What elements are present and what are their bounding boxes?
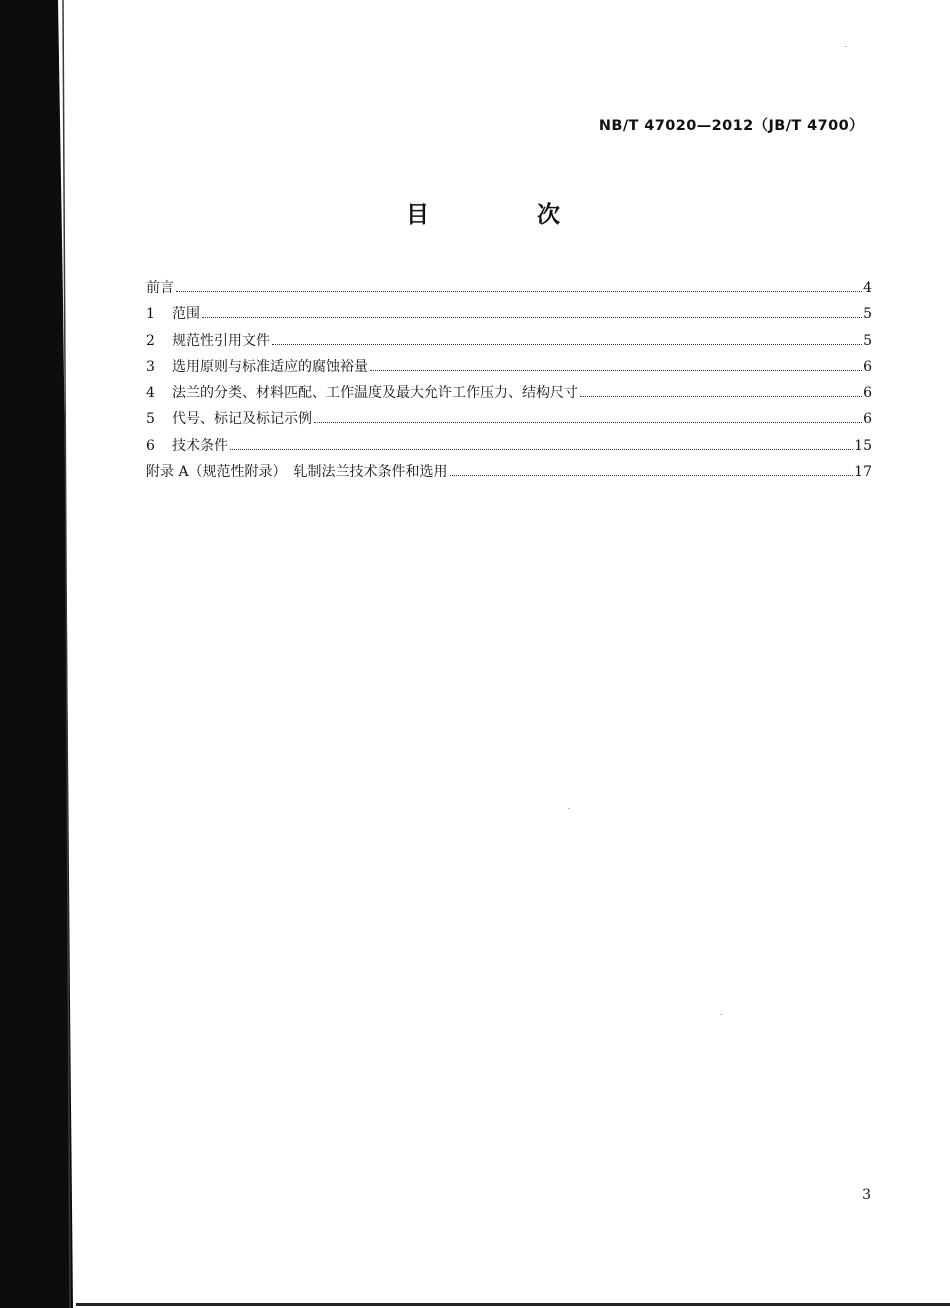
- scan-speck: [568, 808, 570, 809]
- standard-code: NB/T 47020—2012（JB/T 4700）: [598, 118, 864, 134]
- toc-entry-flange-classification[interactable]: [146, 383, 872, 409]
- toc-entry-page: 6: [863, 358, 872, 375]
- toc-entry-number: 4: [146, 385, 155, 402]
- dot-leader: [202, 316, 862, 318]
- toc-entry-text: 法兰的分类、材料匹配、工作温度及最大允许工作压力、结构尺寸: [172, 385, 578, 402]
- scan-bottom-edge: [76, 1303, 950, 1306]
- dot-leader: [314, 421, 862, 423]
- page-title: 目 次: [405, 202, 610, 228]
- toc-entry-page: 5: [863, 332, 872, 349]
- toc-entry-technical-conditions[interactable]: [146, 436, 872, 462]
- dot-leader: [230, 448, 853, 450]
- toc-entry-number: 6: [146, 437, 155, 454]
- toc-entry-text: 前言: [146, 280, 174, 296]
- toc-entry-foreword[interactable]: [146, 278, 872, 304]
- toc-entry-text: 选用原则与标准适应的腐蚀裕量: [172, 358, 368, 375]
- toc-entry-number: 1: [146, 306, 155, 323]
- toc-entry-normative-references[interactable]: [146, 331, 872, 357]
- toc-entry-text: 规范性引用文件: [172, 332, 270, 349]
- toc-entry-page: 15: [854, 437, 872, 454]
- toc-entry-designation-marking[interactable]: [146, 409, 872, 435]
- toc-entry-page: 6: [863, 411, 872, 428]
- scan-speck: [720, 1014, 722, 1015]
- toc-entry-number: 5: [146, 411, 155, 428]
- toc-entry-number: 2: [146, 332, 155, 349]
- toc-entry-page: 4: [863, 280, 872, 296]
- toc-entry-text: 附录 A（规范性附录） 轧制法兰技术条件和选用: [146, 464, 448, 481]
- toc-entry-text: 代号、标记及标记示例: [172, 411, 312, 428]
- toc-entry-scope[interactable]: [146, 304, 872, 330]
- toc-entry-number: 3: [146, 358, 155, 375]
- dot-leader: [580, 395, 862, 397]
- toc-entry-page: 6: [863, 385, 872, 402]
- toc-entry-selection-principles[interactable]: [146, 357, 872, 383]
- dot-leader: [450, 474, 854, 476]
- dot-leader: [272, 343, 862, 345]
- scan-speck: [845, 46, 847, 47]
- toc-entry-page: 17: [854, 464, 872, 481]
- toc-entry-page: 5: [863, 306, 872, 323]
- dot-leader: [176, 290, 862, 292]
- toc-entry-annex-a[interactable]: [146, 462, 872, 488]
- toc-entry-text: 技术条件: [172, 437, 228, 454]
- table-of-contents: [146, 278, 872, 488]
- dot-leader: [370, 369, 862, 371]
- page-number: 3: [862, 1187, 871, 1203]
- toc-entry-text: 范围: [172, 306, 200, 323]
